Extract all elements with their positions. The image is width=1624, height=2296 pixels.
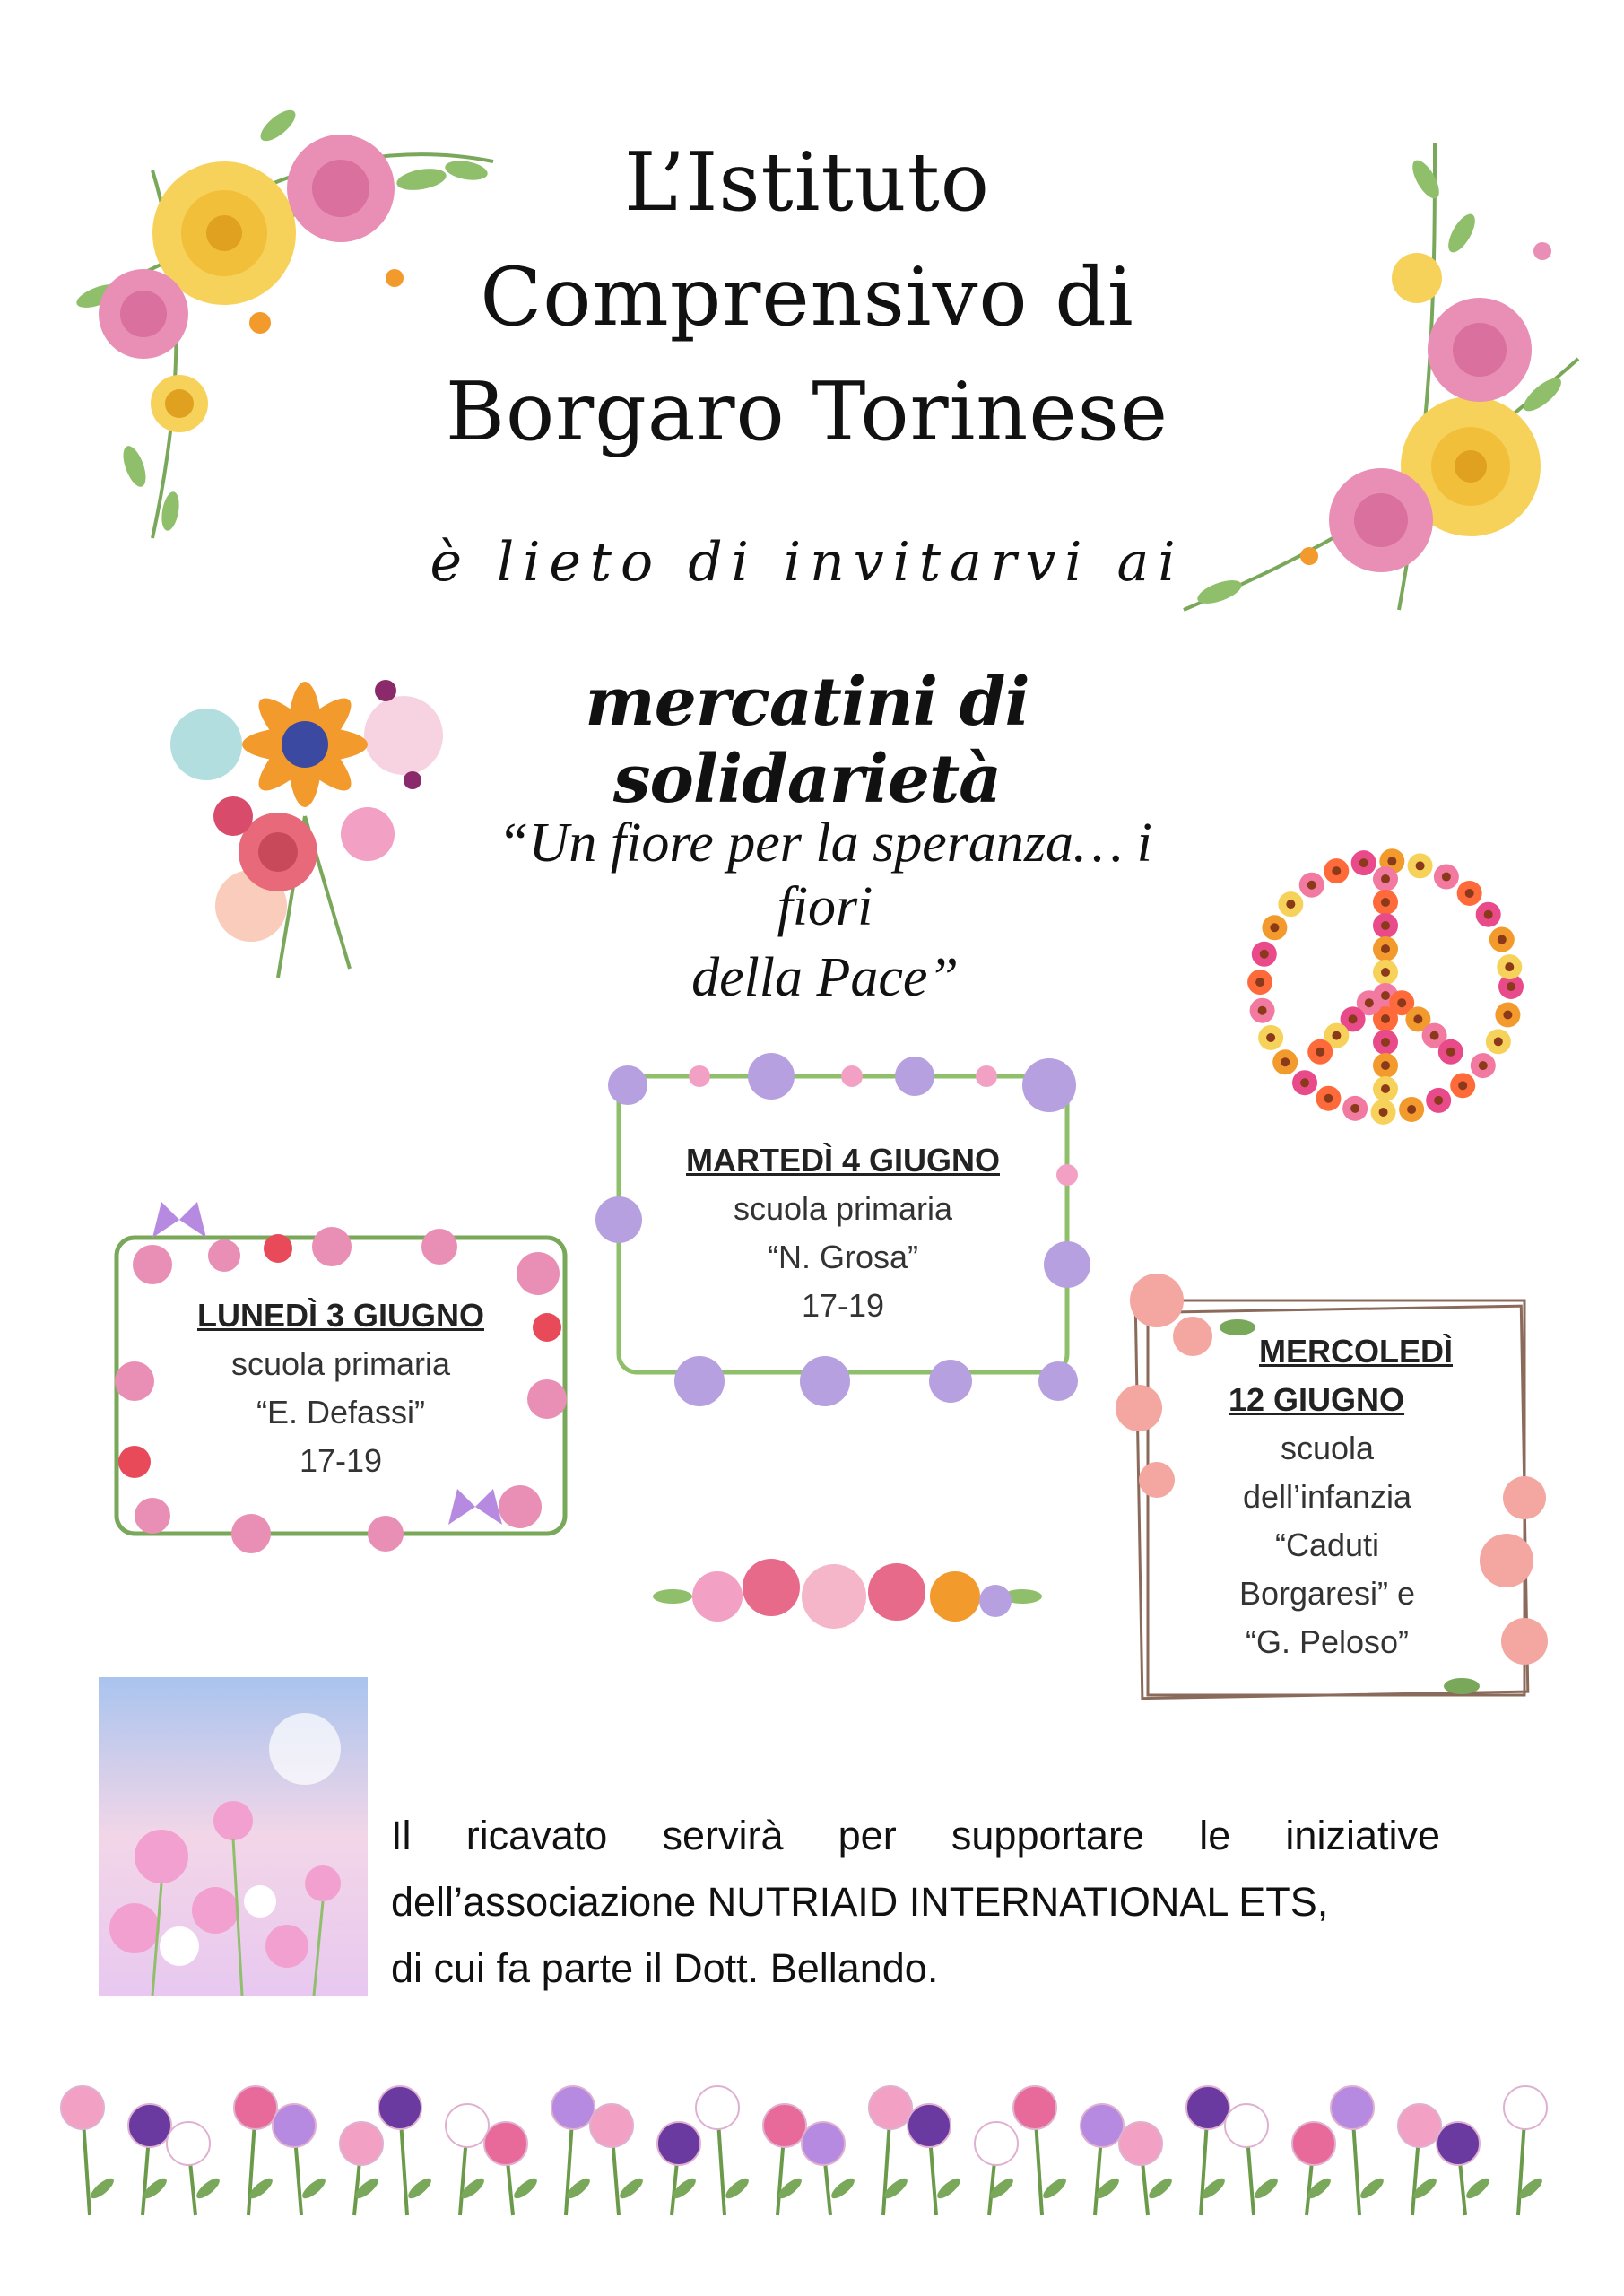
peace-flower-center xyxy=(1381,874,1390,883)
border-flower xyxy=(590,2104,633,2147)
event-card-monday xyxy=(161,1292,520,1485)
event-card-tuesday xyxy=(664,1136,1022,1330)
peace-flower-center xyxy=(1260,950,1269,959)
border-flower xyxy=(802,2122,845,2165)
peace-flower-center xyxy=(1365,998,1374,1007)
event-school-name: “E. Defassi” xyxy=(256,1394,426,1431)
border-flower xyxy=(657,2122,700,2165)
border-leaf xyxy=(511,2175,540,2202)
peace-flower-center xyxy=(1281,1057,1290,1066)
event-school-name-2: Borgaresi” e xyxy=(1238,1575,1416,1612)
border-leaf xyxy=(405,2175,434,2202)
peace-flower-center xyxy=(1349,1014,1358,1023)
peace-flower-center xyxy=(1416,861,1425,870)
border-flower xyxy=(975,2122,1018,2165)
peace-flower-center xyxy=(1387,857,1396,865)
peace-flower-center xyxy=(1498,935,1507,944)
flower-garland xyxy=(655,1543,1040,1650)
event-time: 17-19 xyxy=(299,1442,383,1479)
event-time: 17-19 xyxy=(801,1287,885,1324)
peace-flower-center xyxy=(1324,1094,1333,1103)
event-card-wednesday xyxy=(1193,1327,1462,1666)
border-leaf xyxy=(194,2175,222,2202)
peace-flower-center xyxy=(1494,1037,1503,1046)
peace-flower-center xyxy=(1397,998,1406,1007)
peace-flower-center xyxy=(1381,1084,1390,1093)
peace-flower-center xyxy=(1270,923,1279,932)
peace-flower-center xyxy=(1381,944,1390,953)
peace-flower-center xyxy=(1458,1081,1467,1090)
peace-flower-center xyxy=(1258,1006,1267,1015)
border-flower xyxy=(378,2086,421,2129)
border-flower xyxy=(61,2086,104,2129)
event-school-type: scuola primaria xyxy=(733,1190,953,1227)
pastel-flower-image xyxy=(99,1677,368,1996)
watercolor-bouquet xyxy=(143,637,466,987)
event-day-tuesday: MARTEDÌ 4 GIUGNO xyxy=(685,1142,1000,1178)
event-day-wednesday: MERCOLEDÌ xyxy=(1259,1333,1453,1370)
border-leaf xyxy=(1463,2175,1492,2202)
title-line-1: L’Istituto xyxy=(624,135,990,230)
border-flower xyxy=(1013,2086,1056,2129)
peace-flower-center xyxy=(1307,881,1316,890)
event-day-monday: LUNEDÌ 3 GIUGNO xyxy=(196,1297,485,1334)
peace-flower-center xyxy=(1255,978,1264,987)
event-school-name: “Caduti xyxy=(1274,1526,1380,1563)
border-flower xyxy=(340,2122,383,2165)
peace-flower-center xyxy=(1379,1108,1388,1117)
border-flower xyxy=(234,2086,277,2129)
event-school-type: scuola primaria xyxy=(230,1345,451,1382)
border-flower xyxy=(763,2104,806,2147)
border-flower xyxy=(1119,2122,1162,2165)
border-leaf xyxy=(829,2175,857,2202)
peace-flower-center xyxy=(1359,858,1368,867)
border-flower xyxy=(484,2122,527,2165)
peace-flower-center xyxy=(1266,1033,1275,1042)
peace-flower-center xyxy=(1442,873,1451,882)
floral-corner-top-right xyxy=(1166,126,1596,628)
peace-flower-center xyxy=(1381,921,1390,930)
border-leaf xyxy=(1040,2175,1069,2202)
border-flower xyxy=(551,2086,595,2129)
peace-flower-center xyxy=(1465,889,1474,898)
peace-flower-center xyxy=(1507,982,1515,991)
peace-flower-center xyxy=(1430,1031,1439,1040)
peace-flower-center xyxy=(1413,1014,1422,1023)
peace-flower-center xyxy=(1446,1048,1455,1057)
border-leaf xyxy=(1146,2175,1175,2202)
border-flower xyxy=(1504,2086,1547,2129)
peace-flower-center xyxy=(1381,1061,1390,1070)
peace-sign-flowers xyxy=(1238,839,1533,1135)
peace-flower-center xyxy=(1286,900,1295,909)
event-date-wednesday: 12 GIUGNO xyxy=(1229,1381,1405,1418)
proceeds-line-1: Il ricavato servirà per supportare le iniziative xyxy=(391,1813,1440,1858)
peace-flower-center xyxy=(1316,1048,1324,1057)
border-flower xyxy=(128,2104,171,2147)
border-flower xyxy=(1225,2104,1268,2147)
peace-flower-center xyxy=(1484,910,1493,919)
event-name: mercatini di solidarietà xyxy=(585,664,1029,818)
bottom-flower-border xyxy=(72,2036,1560,2215)
border-leaf xyxy=(1252,2175,1281,2202)
border-flower xyxy=(1292,2122,1335,2165)
border-flower xyxy=(1437,2122,1480,2165)
border-leaf xyxy=(934,2175,963,2202)
peace-flower-center xyxy=(1381,1038,1390,1047)
border-flower xyxy=(1186,2086,1229,2129)
event-school-name: “N. Grosa” xyxy=(767,1239,918,1275)
border-flower xyxy=(273,2104,316,2147)
border-leaf xyxy=(723,2175,751,2202)
peace-flower-center xyxy=(1479,1061,1488,1070)
proceeds-line-2: dell’associazione NUTRIAID INTERNATIONAL ETS, xyxy=(391,1879,1329,1925)
border-flower xyxy=(1081,2104,1124,2147)
border-leaf xyxy=(1358,2175,1386,2202)
school-title xyxy=(395,126,1220,470)
border-flower xyxy=(1398,2104,1441,2147)
peace-flower-center xyxy=(1300,1078,1309,1087)
peace-flower-center xyxy=(1332,1031,1341,1040)
event-school-type: scuola xyxy=(1280,1430,1375,1466)
proceeds-note xyxy=(391,1803,1440,2002)
title-line-3: Borgaro Torinese xyxy=(445,365,1169,459)
border-flower xyxy=(908,2104,951,2147)
motto-line-2: della Pace” xyxy=(691,947,959,1008)
peace-flower-center xyxy=(1381,991,1390,1000)
border-flower xyxy=(167,2122,210,2165)
peace-flower-center xyxy=(1407,1105,1416,1114)
peace-flower-center xyxy=(1381,898,1390,907)
border-leaf xyxy=(617,2175,646,2202)
border-leaf xyxy=(88,2175,117,2202)
border-flower xyxy=(446,2104,489,2147)
border-leaf xyxy=(300,2175,328,2202)
peace-flower-center xyxy=(1332,866,1341,875)
invite-text: è lieto di invitarvi ai xyxy=(430,531,1185,594)
border-flower xyxy=(869,2086,912,2129)
peace-flower-center xyxy=(1503,1010,1512,1019)
peace-flower-center xyxy=(1505,962,1514,971)
border-flower xyxy=(696,2086,739,2129)
peace-flower-center xyxy=(1381,968,1390,977)
peace-flower-center xyxy=(1434,1096,1443,1105)
peace-flower-center xyxy=(1381,1014,1390,1023)
event-school-name-3: “G. Peloso” xyxy=(1245,1623,1410,1660)
event-school-type-2: dell’infanzia xyxy=(1242,1478,1412,1515)
peace-flower-center xyxy=(1350,1104,1359,1113)
title-line-2: Comprensivo di xyxy=(480,250,1134,344)
border-flower xyxy=(1331,2086,1374,2129)
proceeds-line-3: di cui fa parte il Dott. Bellando. xyxy=(391,1945,939,1991)
motto-line-1: “Un fiore per la speranza… i fiori xyxy=(498,813,1152,937)
